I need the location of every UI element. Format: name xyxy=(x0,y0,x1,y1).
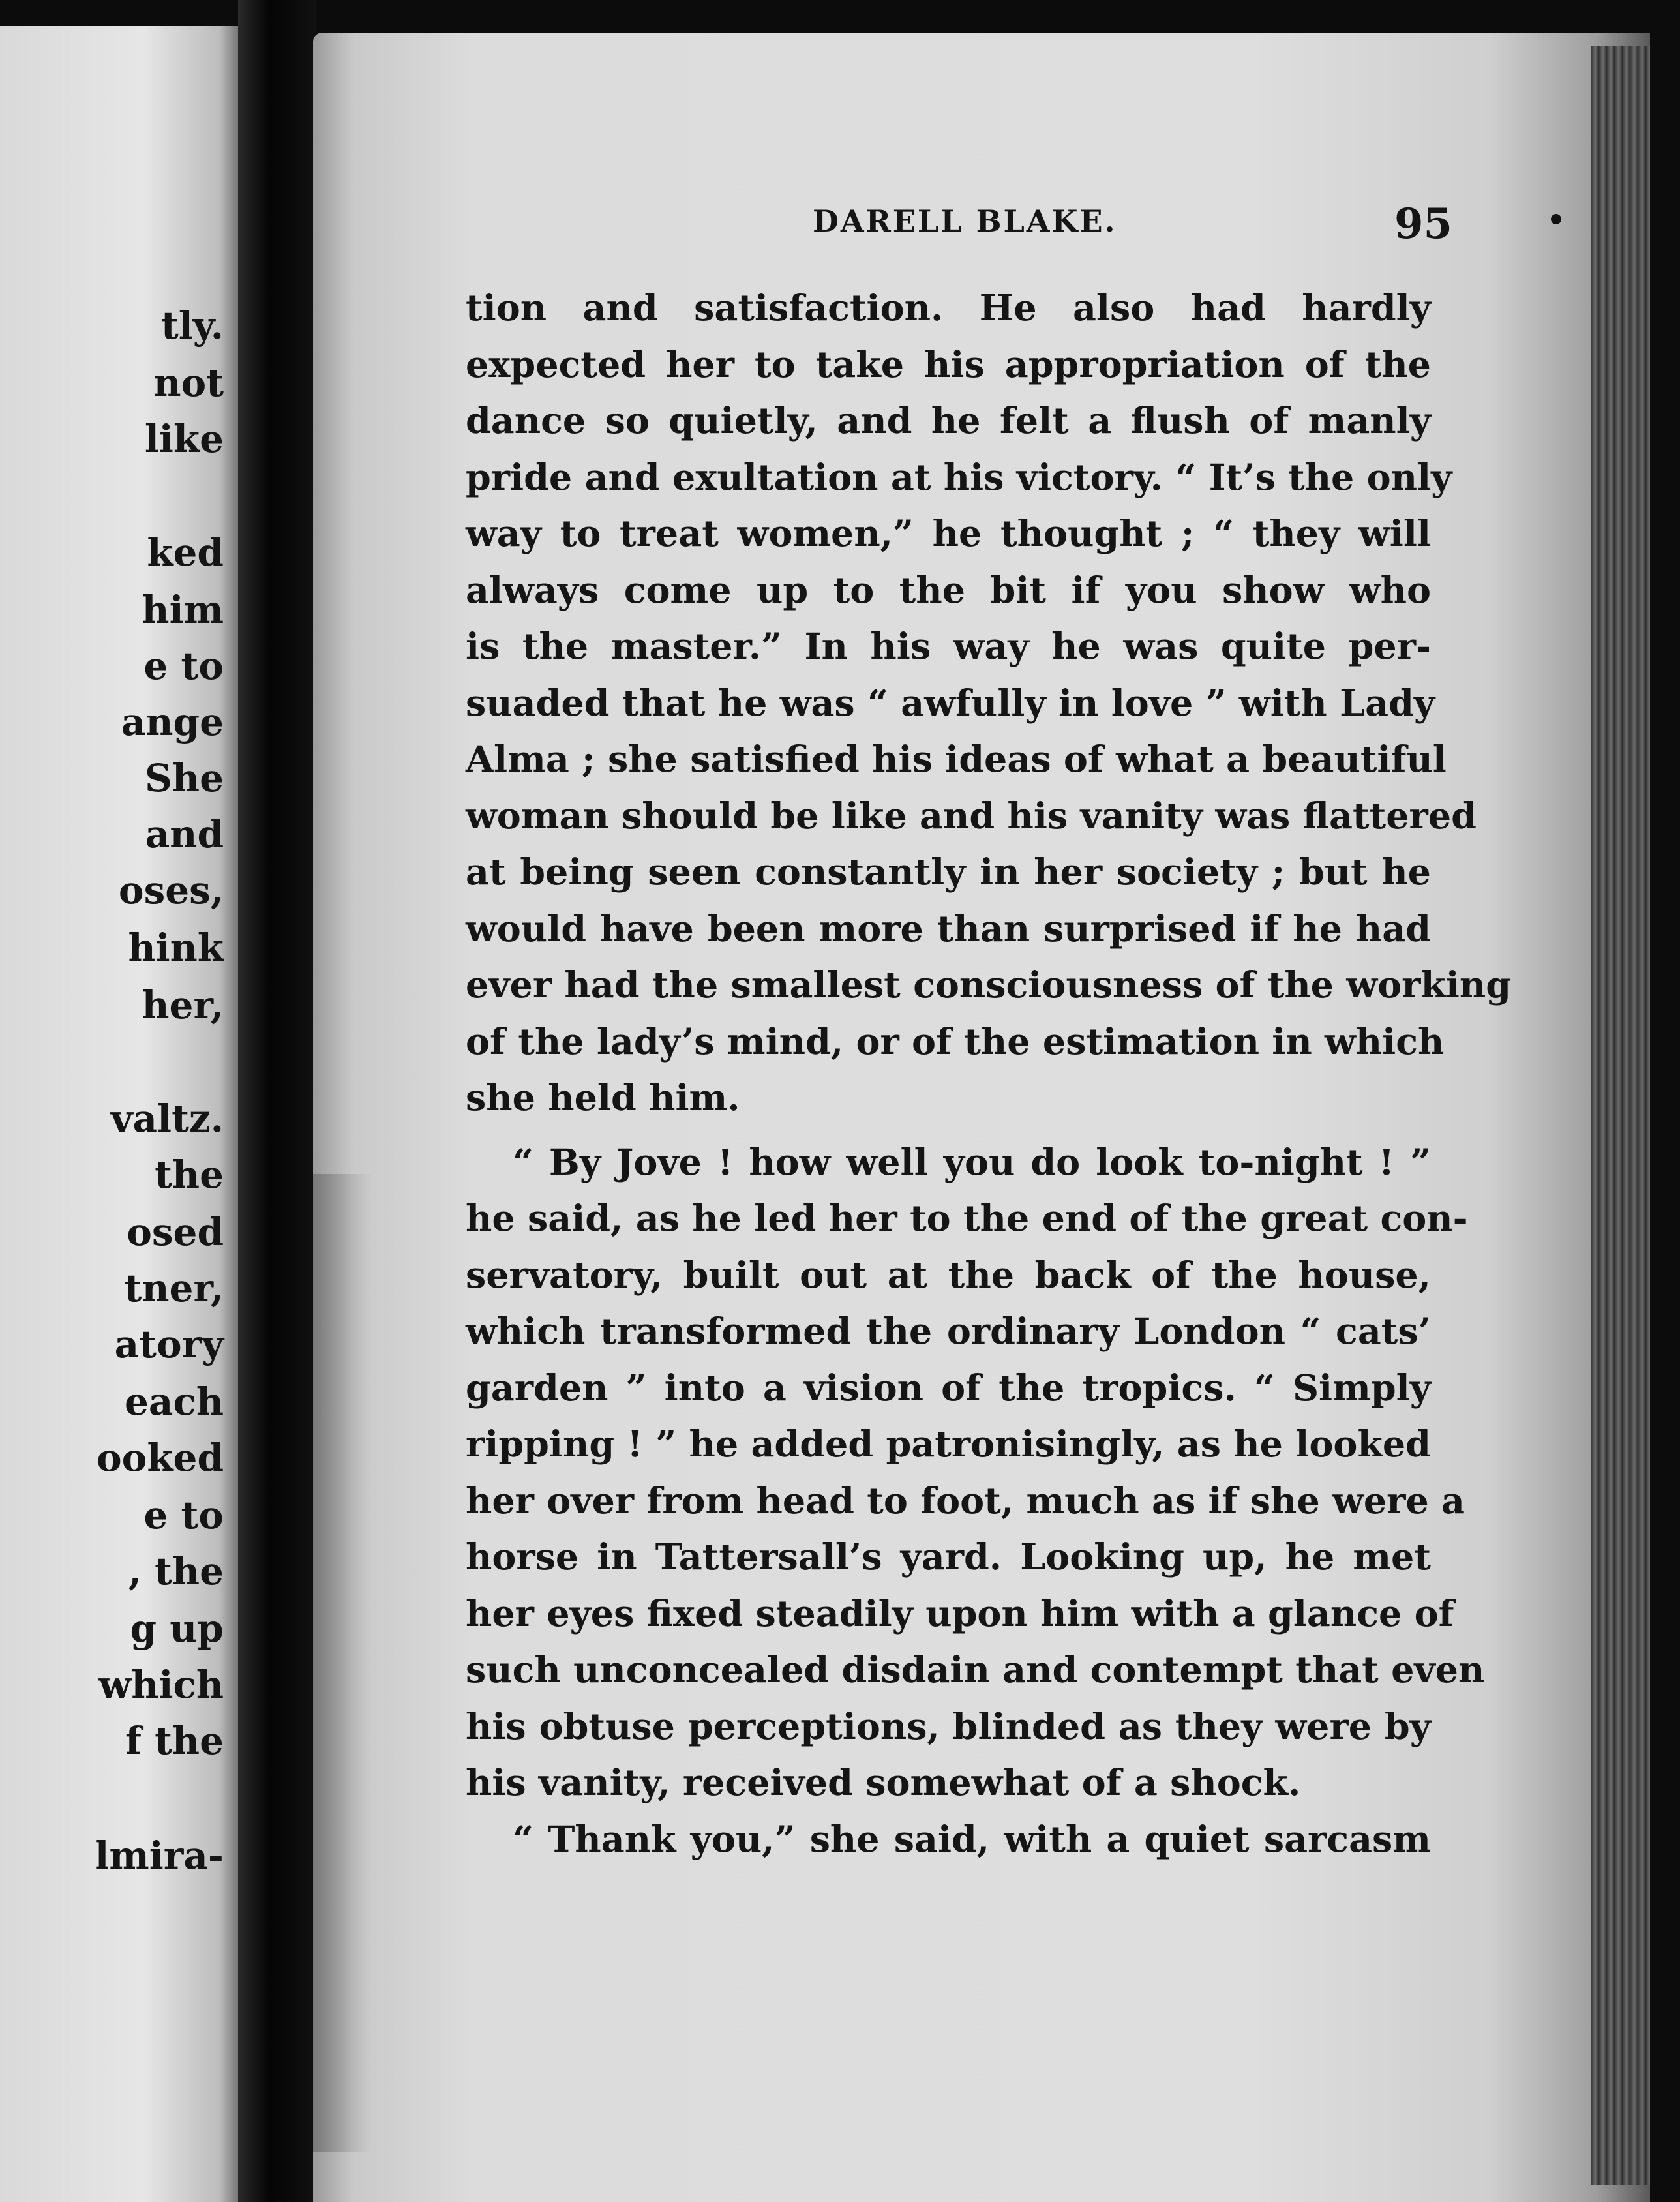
text-line: he said, as he led her to the end of the great con- xyxy=(466,1198,1468,1240)
facing-page-fragment: her, xyxy=(142,983,224,1027)
facing-page-fragment: like xyxy=(144,417,224,461)
text-line: dance so quietly, and he felt a flush of manly xyxy=(466,400,1431,442)
facing-page-fragment: which xyxy=(98,1663,224,1707)
facing-page-fragment: She xyxy=(145,756,224,800)
facing-page-fragment: ange xyxy=(121,700,224,744)
text-line: always come up to the bit if you show who xyxy=(466,569,1431,612)
facing-page-fragment: tner, xyxy=(124,1266,224,1310)
facing-page-fragment: tly. xyxy=(160,303,224,348)
text-line: servatory, built out at the back of the house, xyxy=(466,1254,1431,1297)
text-line: “ Thank you,” she said, with a quiet sarcasm xyxy=(513,1818,1431,1861)
facing-page-fragment: valtz. xyxy=(110,1096,224,1141)
facing-page-fragment: atory xyxy=(114,1322,224,1366)
facing-page-fragment: hink xyxy=(128,926,224,970)
text-line: “ By Jove ! how well you do look to-night ! ” xyxy=(513,1141,1431,1184)
page-edges xyxy=(1591,46,1650,2185)
facing-page-fragment: him xyxy=(142,588,224,632)
text-line: horse in Tattersall’s yard. Looking up, he met xyxy=(466,1536,1431,1578)
text-line: ripping ! ” he added patronisingly, as he looked xyxy=(466,1423,1431,1466)
facing-page-fragment: lmira- xyxy=(95,1833,224,1878)
text-line: garden ” into a vision of the tropics. “ Simply xyxy=(466,1366,1431,1410)
text-line: her over from head to foot, much as if she were a xyxy=(466,1479,1465,1522)
paragraph-2 xyxy=(466,1135,1485,1812)
facing-page-fragment: e to xyxy=(143,1493,224,1537)
text-line: such unconcealed disdain and contempt that even xyxy=(466,1649,1485,1691)
text-line: his obtuse perceptions, blinded as they were by xyxy=(466,1705,1431,1748)
body-text xyxy=(466,280,1512,1868)
facing-page-fragment: g up xyxy=(130,1606,224,1651)
paragraph-gap xyxy=(466,1127,1431,1135)
facing-page-fragment: e to xyxy=(143,644,224,688)
running-title: DARELL BLAKE. xyxy=(813,204,1117,239)
text-line: pride and exultation at his victory. “ It’s the only xyxy=(466,456,1452,499)
facing-page-fragment: osed xyxy=(127,1210,224,1254)
facing-page-fragment: the xyxy=(155,1153,224,1197)
text-line: at being seen constantly in her society ; but he xyxy=(466,851,1431,894)
text-line: Alma ; she satisfied his ideas of what a beautiful xyxy=(466,738,1447,781)
text-line: of the lady’s mind, or of the estimation in which xyxy=(466,1020,1445,1063)
facing-page-fragment: , the xyxy=(128,1549,224,1593)
page-number: 95 xyxy=(1394,200,1453,249)
text-line: woman should be like and his vanity was flattered xyxy=(466,794,1477,837)
facing-page-fragment: f the xyxy=(125,1719,224,1763)
text-line: tion and satisfaction. He also had hardly xyxy=(466,287,1431,329)
text-line: her eyes fixed steadily upon him with a glance of xyxy=(466,1592,1454,1635)
paragraph-3 xyxy=(466,1812,1431,1869)
text-line: which transformed the ordinary London “ cats’ xyxy=(466,1310,1431,1353)
text-line: way to treat women,” he thought ; “ they will xyxy=(466,513,1431,555)
book-gutter-shadow xyxy=(238,0,316,2202)
facing-page-fragment: each xyxy=(125,1380,224,1424)
facing-page-fragment: ked xyxy=(147,530,224,575)
text-line: suaded that he was “ awfully in love ” with Lady xyxy=(466,682,1435,725)
facing-page-fragment: and xyxy=(145,812,224,856)
text-line: ever had the smallest consciousness of the working xyxy=(466,964,1512,1006)
text-line: is the master.” In his way he was quite per- xyxy=(466,626,1431,668)
text-line: his vanity, received somewhat of a shock. xyxy=(466,1762,1301,1804)
facing-page-fragment: ooked xyxy=(96,1436,224,1480)
facing-page-fragment: oses, xyxy=(118,868,224,912)
text-line: she held him. xyxy=(466,1077,740,1119)
paragraph-1 xyxy=(466,280,1512,1127)
text-line: would have been more than surprised if he had xyxy=(466,907,1431,950)
text-line: expected her to take his appropriation of the xyxy=(466,343,1431,386)
ink-speck xyxy=(1551,214,1561,224)
facing-page-left xyxy=(0,26,238,2202)
facing-page-fragment: not xyxy=(153,361,224,405)
